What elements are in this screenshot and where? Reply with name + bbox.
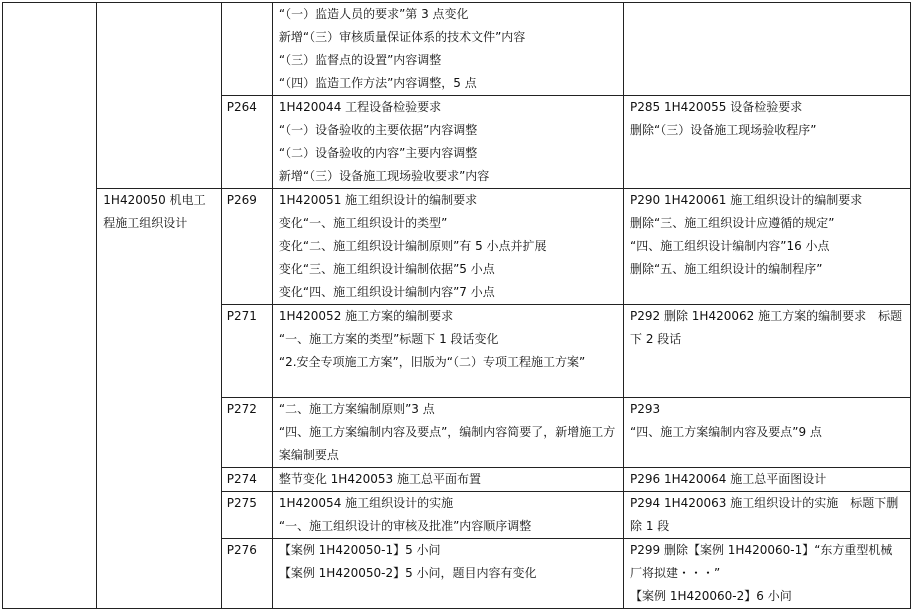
new-line: 删除“三、施工组织设计应遵循的规定” (630, 216, 835, 230)
old-line: 1H420054 施工组织设计的实施 (278, 496, 454, 510)
old-line: “（二）设备验收的内容”主要内容调整 (278, 146, 478, 160)
page-cell: P272 (221, 398, 272, 468)
blank-cell (3, 3, 97, 609)
old-content-cell (272, 398, 623, 468)
old-line: 变化“二、施工组织设计编制原则”有 5 小点并扩展 (278, 239, 547, 253)
new-content-cell (624, 96, 911, 189)
old-line: “（一）监造人员的要求”第 3 点变化 (278, 7, 469, 21)
page-cell: P264 (221, 96, 272, 189)
old-line: “（四）监造工作方法”内容调整，5 点 (278, 76, 477, 90)
new-line: 删除“五、施工组织设计的编制程序” (630, 262, 823, 276)
new-line: P293 (630, 402, 661, 416)
section-title: 1H420050 机电工程施工组织设计 (103, 193, 206, 230)
new-content-cell (624, 398, 911, 468)
page-cell: P271 (221, 305, 272, 398)
new-content-cell (624, 468, 911, 492)
page-cell: P274 (221, 468, 272, 492)
old-line: “（一）设备验收的主要依据”内容调整 (278, 123, 478, 137)
old-line: “（三）监督点的设置”内容调整 (278, 53, 442, 67)
section-cell (97, 189, 221, 609)
old-line: 整节变化 1H420053 施工总平面布置 (278, 472, 481, 486)
old-content-cell (272, 96, 623, 189)
new-line: “四、施工方案编制内容及要点”9 点 (630, 425, 822, 439)
old-line: “四、施工方案编制内容及要点”，编制内容简要了，新增施工方案编制要点 (278, 425, 616, 462)
old-content-cell (272, 492, 623, 539)
old-content-cell (272, 305, 623, 398)
old-line: 1H420051 施工组织设计的编制要求 (278, 193, 478, 207)
table-row (3, 3, 911, 96)
old-line: “2.安全专项施工方案”，旧版为“（二）专项工程施工方案” (278, 355, 586, 369)
page-cell: P276 (221, 539, 272, 609)
old-line: 新增“（三）审核质量保证体系的技术文件”内容 (278, 30, 526, 44)
old-line: 【案例 1H420050-1】5 小问 (278, 543, 441, 557)
new-line: P292 删除 1H420062 施工方案的编制要求 标题下 2 段话 (630, 309, 903, 346)
old-line: 变化“三、施工组织设计编制依据”5 小点 (278, 262, 495, 276)
page-cell (221, 3, 272, 96)
old-content-cell (272, 189, 623, 305)
old-content-cell (272, 539, 623, 609)
old-line: “一、施工组织设计的审核及批准”内容顺序调整 (278, 519, 532, 533)
new-line: P290 1H420061 施工组织设计的编制要求 (630, 193, 863, 207)
page-cell: P275 (221, 492, 272, 539)
new-line: 删除“（三）设备施工现场验收程序” (630, 123, 817, 137)
old-line: 新增“（三）设备施工现场验收要求”内容 (278, 169, 490, 183)
comparison-table (2, 2, 911, 609)
old-line: 1H420052 施工方案的编制要求 (278, 309, 454, 323)
old-line: “一、施工方案的类型”标题下 1 段话变化 (278, 332, 499, 346)
new-line: 【案例 1H420060-2】6 小问 (630, 589, 792, 603)
table-row (3, 189, 911, 305)
new-line: P285 1H420055 设备检验要求 (630, 100, 803, 114)
old-line: 1H420044 工程设备检验要求 (278, 100, 442, 114)
new-content-cell (624, 492, 911, 539)
new-content-cell (624, 305, 911, 398)
new-content-cell (624, 189, 911, 305)
new-content-cell (624, 539, 911, 609)
page-cell: P269 (221, 189, 272, 305)
old-line: 【案例 1H420050-2】5 小问，题目内容有变化 (278, 566, 537, 580)
new-content-cell (624, 3, 911, 96)
new-line: P299 删除【案例 1H420060-1】“东方重型机械厂将拟建・・・” (630, 543, 893, 580)
new-line: “四、施工组织设计编制内容”16 小点 (630, 239, 830, 253)
old-line: 变化“四、施工组织设计编制内容”7 小点 (278, 285, 495, 299)
old-line: “二、施工方案编制原则”3 点 (278, 402, 435, 416)
old-line: 变化“一、施工组织设计的类型” (278, 216, 448, 230)
new-line: P294 1H420063 施工组织设计的实施 标题下删除 1 段 (630, 496, 899, 533)
section-cell (97, 3, 221, 189)
old-content-cell (272, 3, 623, 96)
old-content-cell (272, 468, 623, 492)
new-line: P296 1H420064 施工总平面图设计 (630, 472, 827, 486)
